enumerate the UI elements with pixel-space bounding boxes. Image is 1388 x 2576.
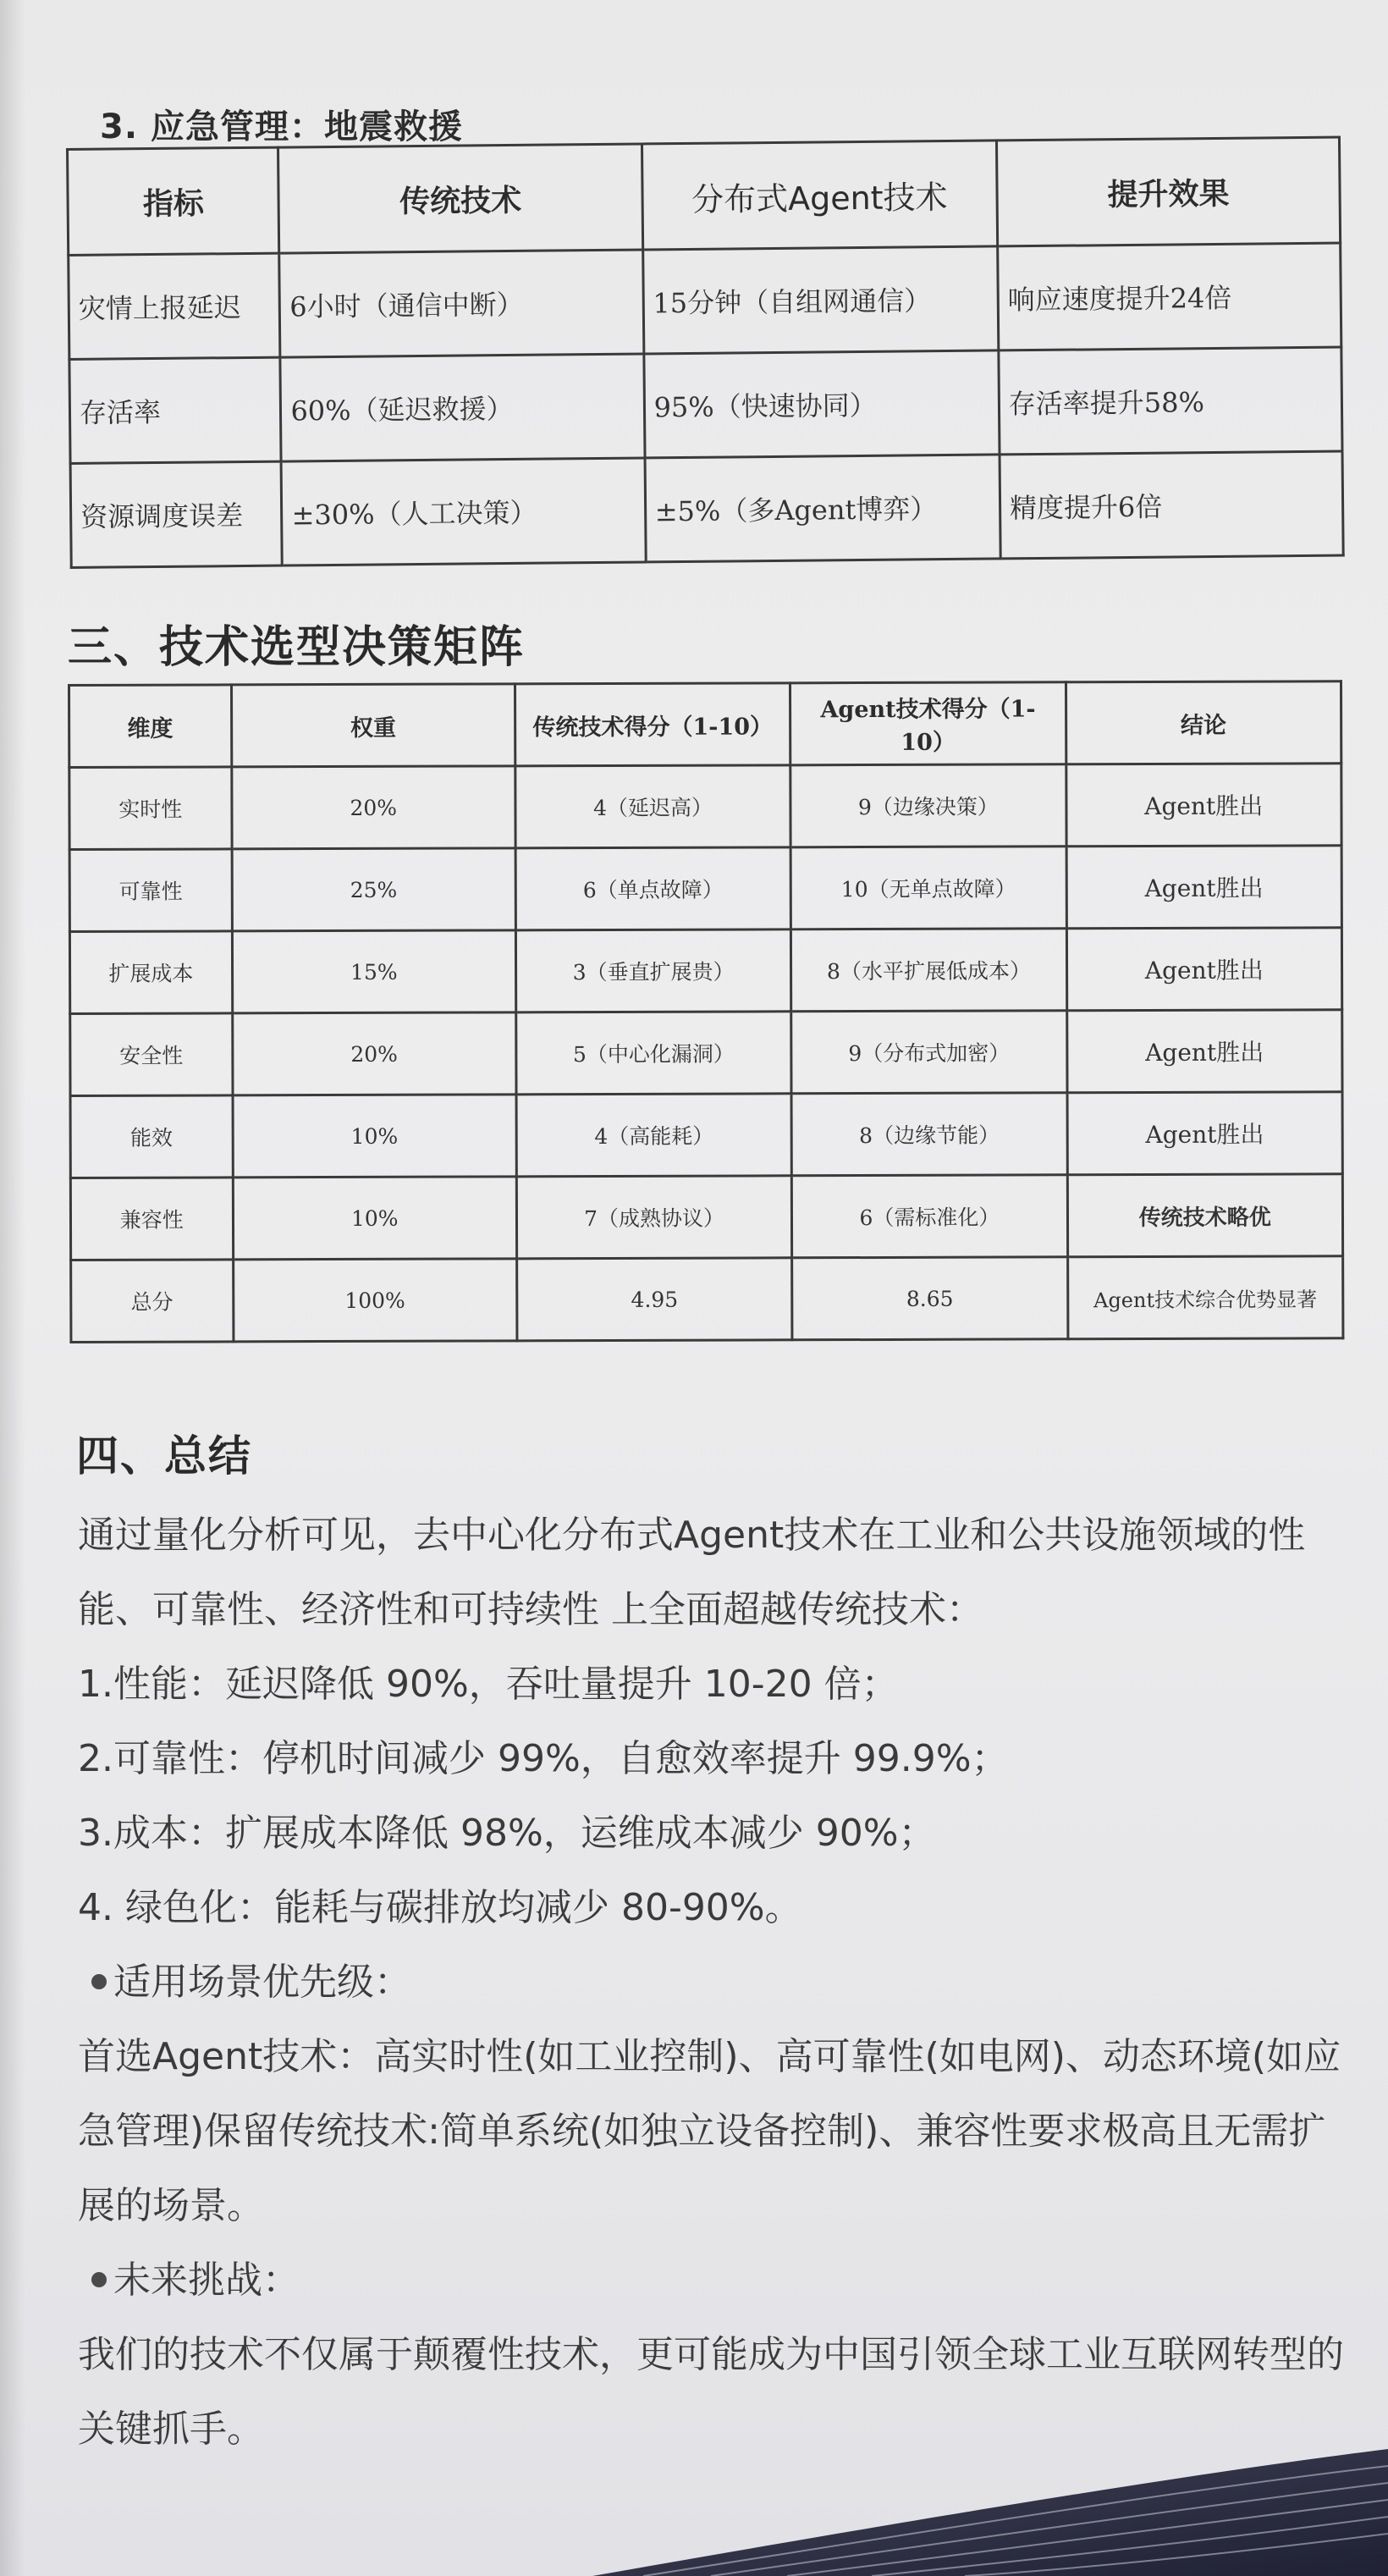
table-cell: 4（高能耗） (516, 1094, 792, 1177)
table-cell: 4.95 (517, 1258, 793, 1341)
table-cell: 20% (232, 1012, 516, 1095)
table-cell: 10（无单点故障） (790, 847, 1066, 929)
table-row (69, 347, 1342, 463)
summary-point: 2.可靠性：停机时间减少 99%，自愈效率提升 99.9%； (78, 1737, 1009, 1780)
table-cell: 9（边缘决策） (790, 764, 1066, 847)
table-cell: 存活率 (69, 357, 282, 463)
summary-point: 3.成本：扩展成本降低 98%，运维成本减少 90%； (78, 1812, 936, 1855)
table-cell: 6小时（通信中断） (279, 250, 643, 357)
summary-intro: 通过量化分析可见，去中心化分布式Agent技术在工业和公共设施领域的性能、可靠性、经济性和可持续性 上全面超越传统技术： (78, 1514, 1306, 1631)
table-cell: 资源调度误差 (70, 461, 283, 567)
table-row (70, 451, 1343, 567)
table-header-cell: Agent技术得分（1-10） (790, 682, 1066, 765)
table-cell: 存活率提升58% (999, 347, 1342, 455)
summary-point: 4. 绿色化：能耗与碳排放均减少 80-90%。 (78, 1886, 802, 1929)
section-3-title: 三、技术选型决策矩阵 (68, 622, 526, 673)
table-header-cell: 维度 (69, 685, 232, 768)
table-cell: 5（中心化漏洞） (516, 1012, 792, 1095)
bullet-icon (91, 2272, 107, 2287)
table-row (70, 1174, 1342, 1260)
bullet-label: 未来挑战： (113, 2259, 300, 2302)
bullet-icon (91, 1974, 107, 1989)
table-cell: 100% (233, 1259, 517, 1342)
table-header-row (69, 681, 1341, 768)
table-cell: Agent胜出 (1067, 1092, 1343, 1175)
bullet-heading (78, 1945, 1356, 2020)
table-cell: 响应速度提升24倍 (997, 243, 1341, 350)
table-cell: 3（垂直扩展贵） (515, 929, 791, 1012)
table-cell: 4（延迟高） (515, 765, 791, 848)
table-cell: 15分钟（自组网通信） (642, 246, 998, 354)
subsection-title: 3. 应急管理：地震救援 (100, 108, 463, 146)
table-cell: 可靠性 (69, 849, 232, 932)
table-row (70, 1010, 1342, 1096)
table-cell: 传统技术略优 (1067, 1174, 1343, 1257)
table-cell: 20% (231, 766, 515, 849)
table-cell: Agent技术综合优势显著 (1067, 1256, 1343, 1339)
page-binding-shadow (0, 0, 25, 2576)
table-cell: 精度提升6倍 (1000, 451, 1343, 559)
table-header-cell: 传统技术 (278, 144, 642, 253)
section-4-title: 四、总结 (76, 1431, 252, 1481)
table-row (69, 243, 1341, 359)
table-cell: 扩展成本 (69, 931, 232, 1014)
table-cell: 能效 (70, 1095, 233, 1178)
table-cell: 实时性 (69, 767, 232, 850)
table-cell: 兼容性 (70, 1178, 233, 1260)
table-cell: 10% (233, 1177, 517, 1260)
table-cell: Agent胜出 (1066, 764, 1341, 847)
table-cell: 15% (232, 930, 516, 1013)
table-cell: 6（单点故障） (515, 847, 791, 930)
table-cell: 95%（快速协同） (643, 350, 999, 458)
table-cell: 60%（延迟救援） (280, 354, 644, 461)
table-cell: Agent胜出 (1066, 846, 1342, 929)
table-header-cell: 分布式Agent技术 (642, 141, 997, 250)
table-cell: 灾情上报延迟 (69, 253, 281, 359)
table-cell: Agent胜出 (1066, 1010, 1342, 1093)
table-cell: 9（分布式加密） (791, 1011, 1067, 1094)
bullet-text: 我们的技术不仅属于颠覆性技术，更可能成为中国引领全球工业互联网转型的关键抓手。 (78, 2333, 1344, 2451)
table-cell: 总分 (71, 1260, 234, 1343)
table-cell: 8（水平扩展低成本） (791, 929, 1067, 1012)
table-cell: ±30%（人工决策） (282, 458, 646, 565)
table-header-cell: 提升效果 (996, 137, 1340, 246)
table-header-cell: 结论 (1066, 681, 1341, 764)
table-cell: 25% (232, 848, 516, 931)
table-cell: 8.65 (792, 1257, 1068, 1340)
table-row (70, 1092, 1342, 1178)
table-cell: 安全性 (70, 1013, 233, 1096)
table-cell: 6（需标准化） (792, 1175, 1068, 1258)
table-row (69, 928, 1341, 1014)
bullet-text: 首选Agent技术：高实时性(如工业控制)、高可靠性(如电网)、动态环境(如应急管理)保留传统技术:简单系统(如独立设备控制)、兼容性要求极高且无需扩展的场景。 (78, 2035, 1341, 2227)
summary-point: 1.性能：延迟降低 90%，吞吐量提升 10-20 倍； (78, 1663, 899, 1706)
table-header-row (68, 137, 1341, 255)
summary-body (78, 1498, 1356, 2467)
decision-matrix-table (68, 680, 1344, 1343)
table-row (69, 764, 1341, 850)
earthquake-rescue-table (66, 136, 1345, 569)
table-cell: 8（边缘节能） (791, 1093, 1067, 1176)
bullet-label: 适用场景优先级： (113, 1961, 411, 2004)
table-cell: 10% (233, 1095, 517, 1178)
bullet-heading (78, 2243, 1356, 2318)
table-header-cell: 权重 (231, 684, 515, 767)
table-row (69, 846, 1341, 932)
table-header-cell: 指标 (68, 147, 280, 255)
table-cell: 7（成熟协议） (516, 1176, 792, 1259)
table-row (71, 1256, 1343, 1343)
table-header-cell: 传统技术得分（1-10） (515, 683, 790, 766)
table-cell: ±5%（多Agent博弈） (645, 455, 1000, 562)
table-cell: Agent胜出 (1066, 928, 1342, 1011)
